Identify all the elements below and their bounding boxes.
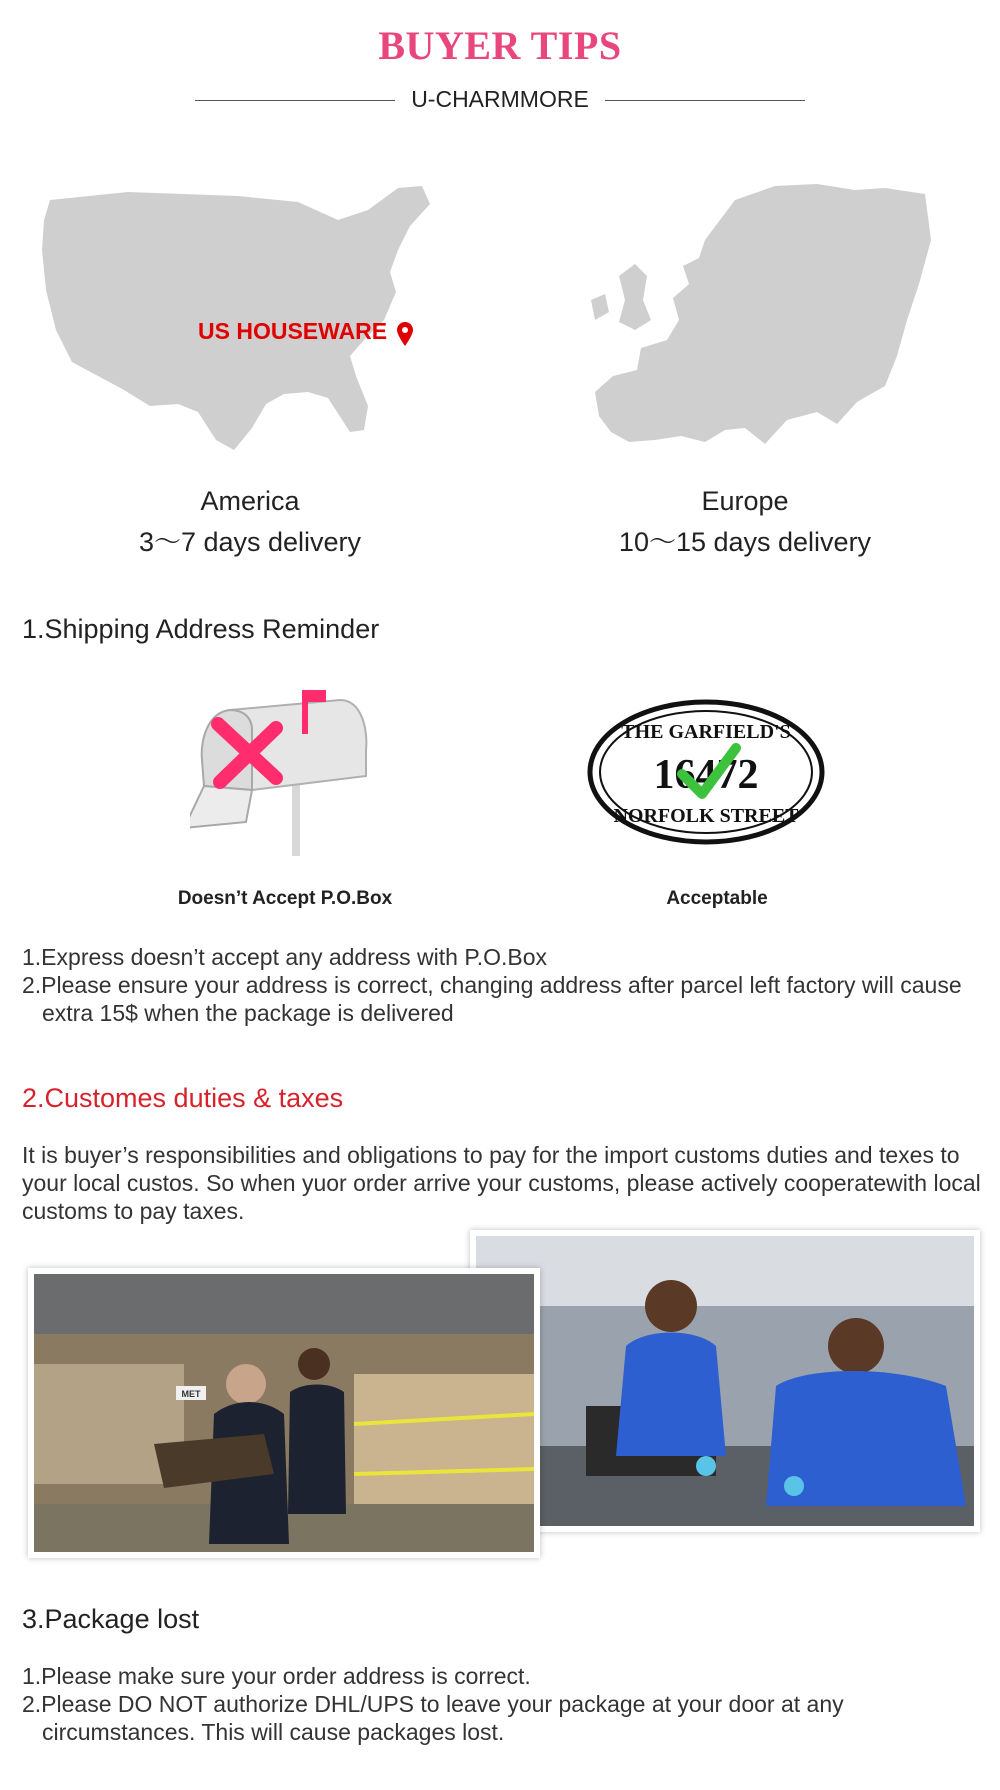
list-item: 1.Express doesn’t accept any address with P.O.Box [22, 944, 548, 970]
section-heading-customs: 2.Customes duties & taxes [22, 1083, 344, 1113]
europe-label: Europe [701, 486, 789, 516]
america-delivery: 3～7 days delivery [138, 527, 362, 557]
divider-left [195, 100, 395, 101]
brand-name: U-CHARMMORE [411, 86, 589, 112]
package-lost-list [22, 1662, 982, 1746]
warehouse-customs-photo [28, 1268, 540, 1558]
europe-delivery: 10～15 days delivery [618, 527, 872, 557]
customs-paragraph: It is buyer’s responsibilities and obligations to pay for the import customs duties and texes to your local custos. So when yuor order arrive your customs, please actively cooperatewith local customs to pay taxes. [22, 1142, 981, 1224]
list-item: 2.Please ensure your address is correct, changing address after parcel left factory will cause extra 15$ when the package is delivered [22, 972, 962, 1026]
po-box-caption: Doesn’t Accept P.O.Box [177, 888, 393, 909]
divider-right [605, 100, 805, 101]
us-houseware-label: US HOUSEWARE [198, 318, 388, 344]
section-heading-shipping: 1.Shipping Address Reminder [22, 614, 380, 644]
shipping-list [22, 943, 982, 1027]
page-title: BUYER TIPS [378, 23, 622, 68]
acceptable-caption: Acceptable [666, 888, 768, 909]
list-item: 1.Please make sure your order address is correct. [22, 1663, 531, 1689]
mailbox-image [190, 690, 370, 860]
location-pin-icon [396, 322, 414, 346]
europe-map-image [555, 180, 935, 460]
list-item: 2.Please DO NOT authorize DHL/UPS to leave your package at your door at any circumstances. This will cause packages lost. [22, 1691, 844, 1745]
sign-line2: NORFOLK STREET [613, 805, 799, 827]
section-heading-package-lost: 3.Package lost [22, 1604, 200, 1634]
america-label: America [200, 486, 300, 516]
met-label: MET [181, 1389, 201, 1399]
address-sign-image [586, 698, 826, 846]
sign-line1: THE GARFIELD'S [621, 721, 791, 743]
sign-number: 16472 [653, 752, 759, 798]
customs-officers-photo [470, 1230, 980, 1532]
